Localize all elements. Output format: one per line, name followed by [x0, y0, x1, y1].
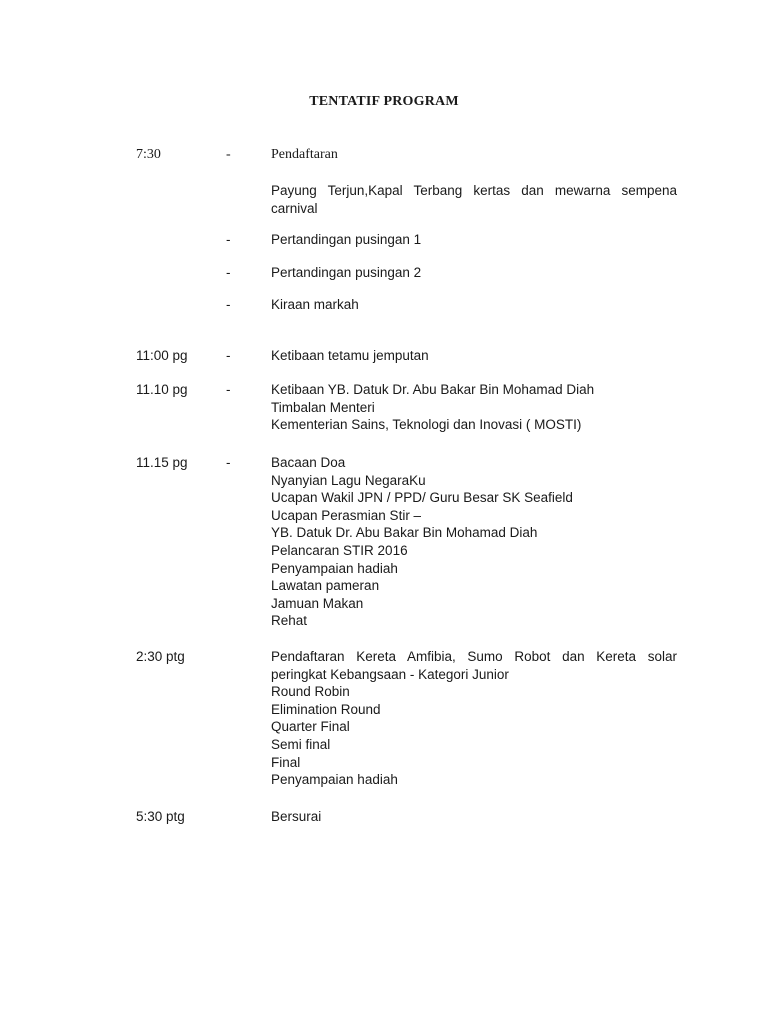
schedule-row	[0, 754, 768, 772]
schedule-row	[0, 472, 768, 490]
section-730-round1	[0, 231, 768, 249]
schedule-row	[0, 399, 768, 417]
time-label: 11:00 pg	[136, 348, 188, 363]
activity-text: Elimination Round	[271, 701, 381, 717]
activity-text: carnival	[271, 200, 318, 216]
activity-text: Pendaftaran Kereta Amfibia, Sumo Robot dan Kereta solar	[271, 649, 677, 664]
activity-text: Semi final	[271, 736, 331, 752]
activity-text: Kiraan markah	[271, 297, 359, 312]
time-label: 2:30 ptg	[136, 649, 185, 664]
schedule-row	[0, 612, 768, 630]
schedule-row	[0, 296, 768, 314]
schedule-row	[0, 454, 768, 472]
schedule-row	[0, 542, 768, 560]
document-title: TENTATIF PROGRAM	[309, 94, 459, 109]
schedule-row	[0, 416, 768, 434]
activity-text: Final	[271, 754, 301, 770]
activity-text: Pertandingan pusingan 2	[271, 265, 422, 280]
activity-text: Jamuan Makan	[271, 595, 364, 611]
schedule-row	[0, 507, 768, 525]
schedule-row	[0, 146, 768, 164]
time-label: 7:30	[136, 147, 161, 162]
activity-text: Rehat	[271, 613, 308, 629]
schedule-row	[0, 231, 768, 249]
activity-text: peringkat Kebangsaan - Kategori Junior	[271, 666, 509, 682]
activity-text: Penyampaian hadiah	[271, 560, 398, 576]
activity-text: Kementerian Sains, Teknologi dan Inovasi ( MOSTI)	[271, 417, 582, 433]
activity-text: Pelancaran STIR 2016	[271, 542, 408, 558]
activity-text: Ketibaan YB. Datuk Dr. Abu Bakar Bin Mohamad Diah	[271, 382, 595, 397]
activity-text: Pendaftaran	[271, 147, 338, 162]
schedule-row	[0, 648, 768, 666]
schedule-row	[0, 736, 768, 754]
activity-text: Lawatan pameran	[271, 578, 380, 594]
activity-text: Nyanyian Lagu NegaraKu	[271, 472, 426, 488]
schedule-row	[0, 683, 768, 701]
activity-text: Round Robin	[271, 684, 350, 700]
activity-text: Ketibaan tetamu jemputan	[271, 348, 429, 363]
activity-text: Ucapan Perasmian Stir –	[271, 507, 422, 523]
dash-separator: -	[226, 455, 231, 470]
schedule-row	[0, 560, 768, 578]
activity-text: Bacaan Doa	[271, 455, 346, 470]
schedule-row	[0, 200, 768, 218]
section-730-activities	[0, 182, 768, 217]
dash-separator: -	[226, 382, 231, 397]
activity-text: Pertandingan pusingan 1	[271, 232, 422, 247]
schedule-row	[0, 701, 768, 719]
section-1110	[0, 381, 768, 434]
dash-separator: -	[226, 232, 231, 247]
dash-separator: -	[226, 147, 231, 162]
schedule-row	[0, 182, 768, 200]
section-730-round2	[0, 264, 768, 282]
activity-text: YB. Datuk Dr. Abu Bakar Bin Mohamad Diah	[271, 525, 538, 541]
activity-text: Penyampaian hadiah	[271, 772, 398, 788]
time-label: 5:30 ptg	[136, 809, 185, 824]
section-730	[0, 146, 768, 164]
schedule-row	[0, 347, 768, 365]
schedule-row	[0, 264, 768, 282]
schedule-row	[0, 666, 768, 684]
section-230	[0, 648, 768, 789]
schedule-row	[0, 718, 768, 736]
dash-separator: -	[226, 348, 231, 363]
section-530	[0, 808, 768, 826]
section-1100	[0, 347, 768, 365]
activity-text: Payung Terjun,Kapal Terbang kertas dan mewarna sempena	[271, 183, 677, 198]
activity-text: Quarter Final	[271, 719, 350, 735]
time-label: 11.10 pg	[136, 382, 188, 397]
schedule-row	[0, 595, 768, 613]
schedule-row	[0, 577, 768, 595]
activity-text: Timbalan Menteri	[271, 399, 375, 415]
time-label: 11.15 pg	[136, 455, 188, 470]
schedule-row	[0, 381, 768, 399]
schedule-row	[0, 771, 768, 789]
section-730-scoring	[0, 296, 768, 314]
schedule-row	[0, 524, 768, 542]
dash-separator: -	[226, 265, 231, 280]
section-1115	[0, 454, 768, 630]
activity-text: Bersurai	[271, 809, 322, 824]
dash-separator: -	[226, 297, 231, 312]
activity-text: Ucapan Wakil JPN / PPD/ Guru Besar SK Seafield	[271, 490, 573, 506]
schedule-row	[0, 489, 768, 507]
schedule-row	[0, 808, 768, 826]
